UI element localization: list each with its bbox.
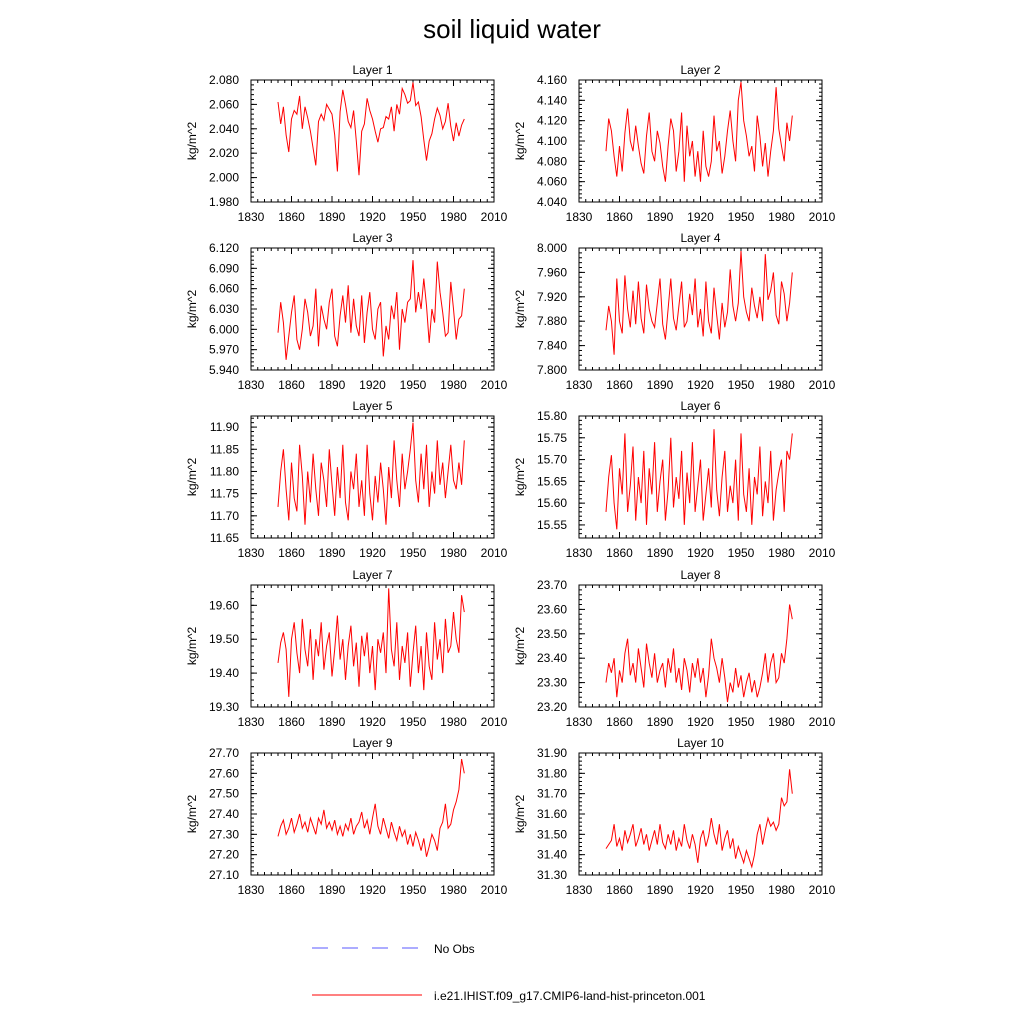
y-tick-label: 27.40 [208, 807, 239, 821]
x-tick-label: 1920 [687, 210, 714, 224]
panel-title: Layer 3 [352, 231, 393, 245]
x-tick-label: 1980 [768, 546, 795, 560]
y-tick-label: 6.000 [208, 322, 239, 337]
x-tick-label: 1830 [237, 715, 265, 729]
x-tick-label: 1860 [278, 883, 305, 897]
plot-frame [251, 753, 494, 875]
y-tick-label: 27.20 [208, 847, 239, 862]
series-line [606, 769, 792, 867]
x-tick-label: 1920 [687, 546, 714, 560]
y-tick-label: 6.090 [208, 261, 239, 276]
y-tick-label: 5.970 [208, 342, 239, 357]
y-tick-label: 7.800 [536, 363, 567, 377]
x-tick-label: 1890 [646, 883, 674, 897]
x-tick-label: 1830 [565, 378, 593, 392]
y-tick-label: 7.880 [536, 314, 567, 329]
x-tick-label: 1830 [237, 546, 265, 560]
x-tick-label: 1860 [606, 883, 633, 897]
y-tick-label: 27.60 [208, 766, 239, 781]
x-tick-label: 2010 [808, 546, 836, 560]
x-tick-label: 1920 [687, 715, 714, 729]
y-tick-label: 31.80 [536, 766, 567, 781]
x-tick-label: 1980 [440, 883, 467, 897]
y-tick-label: 4.160 [536, 73, 567, 87]
x-tick-label: 2010 [480, 378, 508, 392]
x-tick-label: 1890 [318, 546, 346, 560]
panel-layer-4 [513, 231, 836, 392]
x-tick-label: 1950 [727, 883, 755, 897]
x-tick-label: 1950 [399, 546, 427, 560]
y-tick-label: 2.000 [208, 170, 239, 185]
y-tick-label: 4.120 [536, 113, 567, 128]
y-tick-label: 23.60 [536, 602, 567, 617]
x-tick-label: 1860 [278, 715, 305, 729]
y-tick-label: 27.70 [208, 746, 239, 760]
series-line [606, 605, 792, 703]
series-line [606, 82, 792, 182]
y-tick-label: 4.140 [536, 93, 567, 108]
y-tick-label: 11.65 [209, 531, 239, 545]
x-tick-label: 1890 [646, 210, 674, 224]
y-tick-label: 23.30 [536, 675, 567, 690]
x-tick-label: 1950 [399, 210, 427, 224]
x-tick-label: 1830 [565, 883, 593, 897]
panel-layer-2 [513, 63, 836, 224]
legend [312, 942, 706, 1003]
y-axis-label: kg/m^2 [513, 626, 527, 666]
x-tick-label: 1830 [565, 210, 593, 224]
y-tick-label: 23.20 [536, 700, 567, 714]
x-tick-label: 1980 [440, 210, 467, 224]
series-line [606, 429, 792, 529]
x-tick-label: 2010 [808, 715, 836, 729]
y-tick-label: 2.080 [208, 73, 239, 87]
x-tick-label: 1830 [565, 546, 593, 560]
y-tick-label: 6.120 [208, 241, 239, 255]
x-tick-label: 1980 [768, 715, 795, 729]
y-tick-label: 15.65 [536, 474, 567, 489]
figure-title: soil liquid water [423, 14, 601, 44]
x-tick-label: 1980 [440, 546, 467, 560]
series-line [278, 260, 464, 360]
y-axis-label: kg/m^2 [513, 121, 527, 161]
panel-layer-3 [185, 231, 508, 392]
y-axis-label: kg/m^2 [185, 626, 199, 666]
y-axis-label: kg/m^2 [185, 794, 199, 834]
x-tick-label: 2010 [480, 883, 508, 897]
x-tick-label: 1830 [565, 715, 593, 729]
y-tick-label: 27.10 [208, 868, 239, 882]
x-tick-label: 2010 [480, 546, 508, 560]
x-tick-label: 1860 [278, 378, 305, 392]
y-tick-label: 19.40 [208, 666, 239, 681]
y-axis-label: kg/m^2 [185, 457, 199, 497]
x-tick-label: 1950 [399, 715, 427, 729]
y-tick-label: 19.30 [208, 700, 239, 714]
x-tick-label: 1830 [237, 378, 265, 392]
x-tick-label: 1980 [440, 715, 467, 729]
panel-layer-1 [185, 63, 508, 224]
y-tick-label: 31.40 [536, 847, 567, 862]
panel-title: Layer 10 [677, 736, 724, 750]
y-tick-label: 15.60 [536, 496, 567, 511]
y-tick-label: 2.040 [208, 121, 239, 136]
x-tick-label: 1950 [399, 378, 427, 392]
panel-layer-7 [185, 568, 508, 729]
panel-layer-10 [513, 736, 836, 897]
y-tick-label: 8.000 [536, 241, 567, 255]
x-tick-label: 1890 [318, 378, 346, 392]
x-tick-label: 1950 [727, 546, 755, 560]
x-tick-label: 1920 [359, 883, 386, 897]
x-tick-label: 1920 [687, 378, 714, 392]
x-tick-label: 1920 [359, 378, 386, 392]
x-tick-label: 1920 [359, 546, 386, 560]
y-tick-label: 23.50 [536, 626, 567, 641]
y-tick-label: 4.040 [536, 195, 567, 209]
x-tick-label: 2010 [480, 210, 508, 224]
x-tick-label: 1950 [727, 715, 755, 729]
x-tick-label: 1920 [359, 715, 386, 729]
x-tick-label: 1890 [318, 715, 346, 729]
x-tick-label: 1950 [727, 210, 755, 224]
x-tick-label: 1980 [768, 378, 795, 392]
y-tick-label: 11.85 [209, 442, 239, 457]
x-tick-label: 1860 [278, 546, 305, 560]
panel-title: Layer 9 [352, 736, 393, 750]
x-tick-label: 1830 [237, 210, 265, 224]
panel-layer-5 [185, 399, 508, 560]
series-line [278, 588, 464, 696]
y-tick-label: 27.50 [208, 786, 239, 801]
x-tick-label: 1860 [278, 210, 305, 224]
y-tick-label: 7.840 [536, 338, 567, 353]
y-axis-label: kg/m^2 [513, 794, 527, 834]
panel-title: Layer 6 [680, 399, 721, 413]
panel-title: Layer 4 [680, 231, 721, 245]
y-tick-label: 31.60 [536, 807, 567, 821]
y-tick-label: 15.55 [536, 517, 567, 532]
y-tick-label: 4.080 [536, 154, 567, 169]
y-tick-label: 11.75 [209, 486, 239, 501]
panel-title: Layer 5 [352, 399, 393, 413]
plot-frame [579, 753, 822, 875]
y-tick-label: 31.70 [536, 786, 567, 801]
x-tick-label: 1980 [768, 883, 795, 897]
x-tick-label: 1890 [318, 210, 346, 224]
y-tick-label: 15.80 [536, 409, 567, 423]
y-tick-label: 11.70 [209, 508, 239, 523]
y-tick-label: 23.40 [536, 651, 567, 666]
panel-layer-9 [185, 736, 508, 897]
y-tick-label: 23.70 [536, 578, 567, 592]
y-tick-label: 7.920 [536, 289, 567, 304]
y-tick-label: 19.50 [208, 632, 239, 647]
x-tick-label: 2010 [808, 378, 836, 392]
y-tick-label: 2.060 [208, 97, 239, 112]
x-tick-label: 1920 [359, 210, 386, 224]
x-tick-label: 2010 [480, 715, 508, 729]
x-tick-label: 1980 [440, 378, 467, 392]
y-tick-label: 6.060 [208, 281, 239, 296]
y-tick-label: 1.980 [208, 195, 239, 209]
x-tick-label: 1950 [399, 883, 427, 897]
x-tick-label: 1830 [237, 883, 265, 897]
x-tick-label: 1890 [318, 883, 346, 897]
y-tick-label: 5.940 [208, 363, 239, 377]
panel-layer-6 [513, 399, 836, 560]
panel-title: Layer 8 [680, 568, 721, 582]
y-axis-label: kg/m^2 [513, 289, 527, 329]
series-line [606, 251, 792, 355]
panel-title: Layer 1 [352, 63, 393, 77]
x-tick-label: 1860 [606, 378, 633, 392]
x-tick-label: 1860 [606, 546, 633, 560]
x-tick-label: 1860 [606, 715, 633, 729]
y-tick-label: 31.90 [536, 746, 567, 760]
y-tick-label: 4.100 [536, 134, 567, 148]
legend-model-label: i.e21.IHIST.f09_g17.CMIP6-land-hist-princeton.001 [434, 989, 706, 1003]
x-tick-label: 1890 [646, 378, 674, 392]
x-tick-label: 1860 [606, 210, 633, 224]
y-tick-label: 7.960 [536, 265, 567, 280]
y-tick-label: 31.50 [536, 827, 567, 842]
y-tick-label: 2.020 [208, 146, 239, 161]
series-line [278, 759, 464, 857]
panel-grid [185, 63, 836, 897]
panel-title: Layer 7 [352, 568, 393, 582]
x-tick-label: 1950 [727, 378, 755, 392]
x-tick-label: 1890 [646, 715, 674, 729]
x-tick-label: 1920 [687, 883, 714, 897]
y-tick-label: 11.80 [209, 464, 239, 479]
x-tick-label: 2010 [808, 210, 836, 224]
x-tick-label: 1890 [646, 546, 674, 560]
y-axis-label: kg/m^2 [513, 457, 527, 497]
y-axis-label: kg/m^2 [185, 289, 199, 329]
panel-title: Layer 2 [680, 63, 721, 77]
y-tick-label: 31.30 [536, 868, 567, 882]
y-tick-label: 11.90 [209, 420, 239, 435]
legend-obs-label: No Obs [434, 942, 475, 956]
series-line [278, 82, 464, 175]
plot-frame [579, 585, 822, 707]
y-tick-label: 6.030 [208, 302, 239, 316]
y-tick-label: 15.70 [536, 452, 567, 467]
x-tick-label: 1980 [768, 210, 795, 224]
series-line [278, 423, 464, 525]
y-tick-label: 19.60 [208, 598, 239, 613]
x-tick-label: 2010 [808, 883, 836, 897]
y-tick-label: 4.060 [536, 174, 567, 189]
y-tick-label: 15.75 [536, 430, 567, 445]
panel-layer-8 [513, 568, 836, 729]
y-axis-label: kg/m^2 [185, 121, 199, 161]
y-tick-label: 27.30 [208, 827, 239, 842]
